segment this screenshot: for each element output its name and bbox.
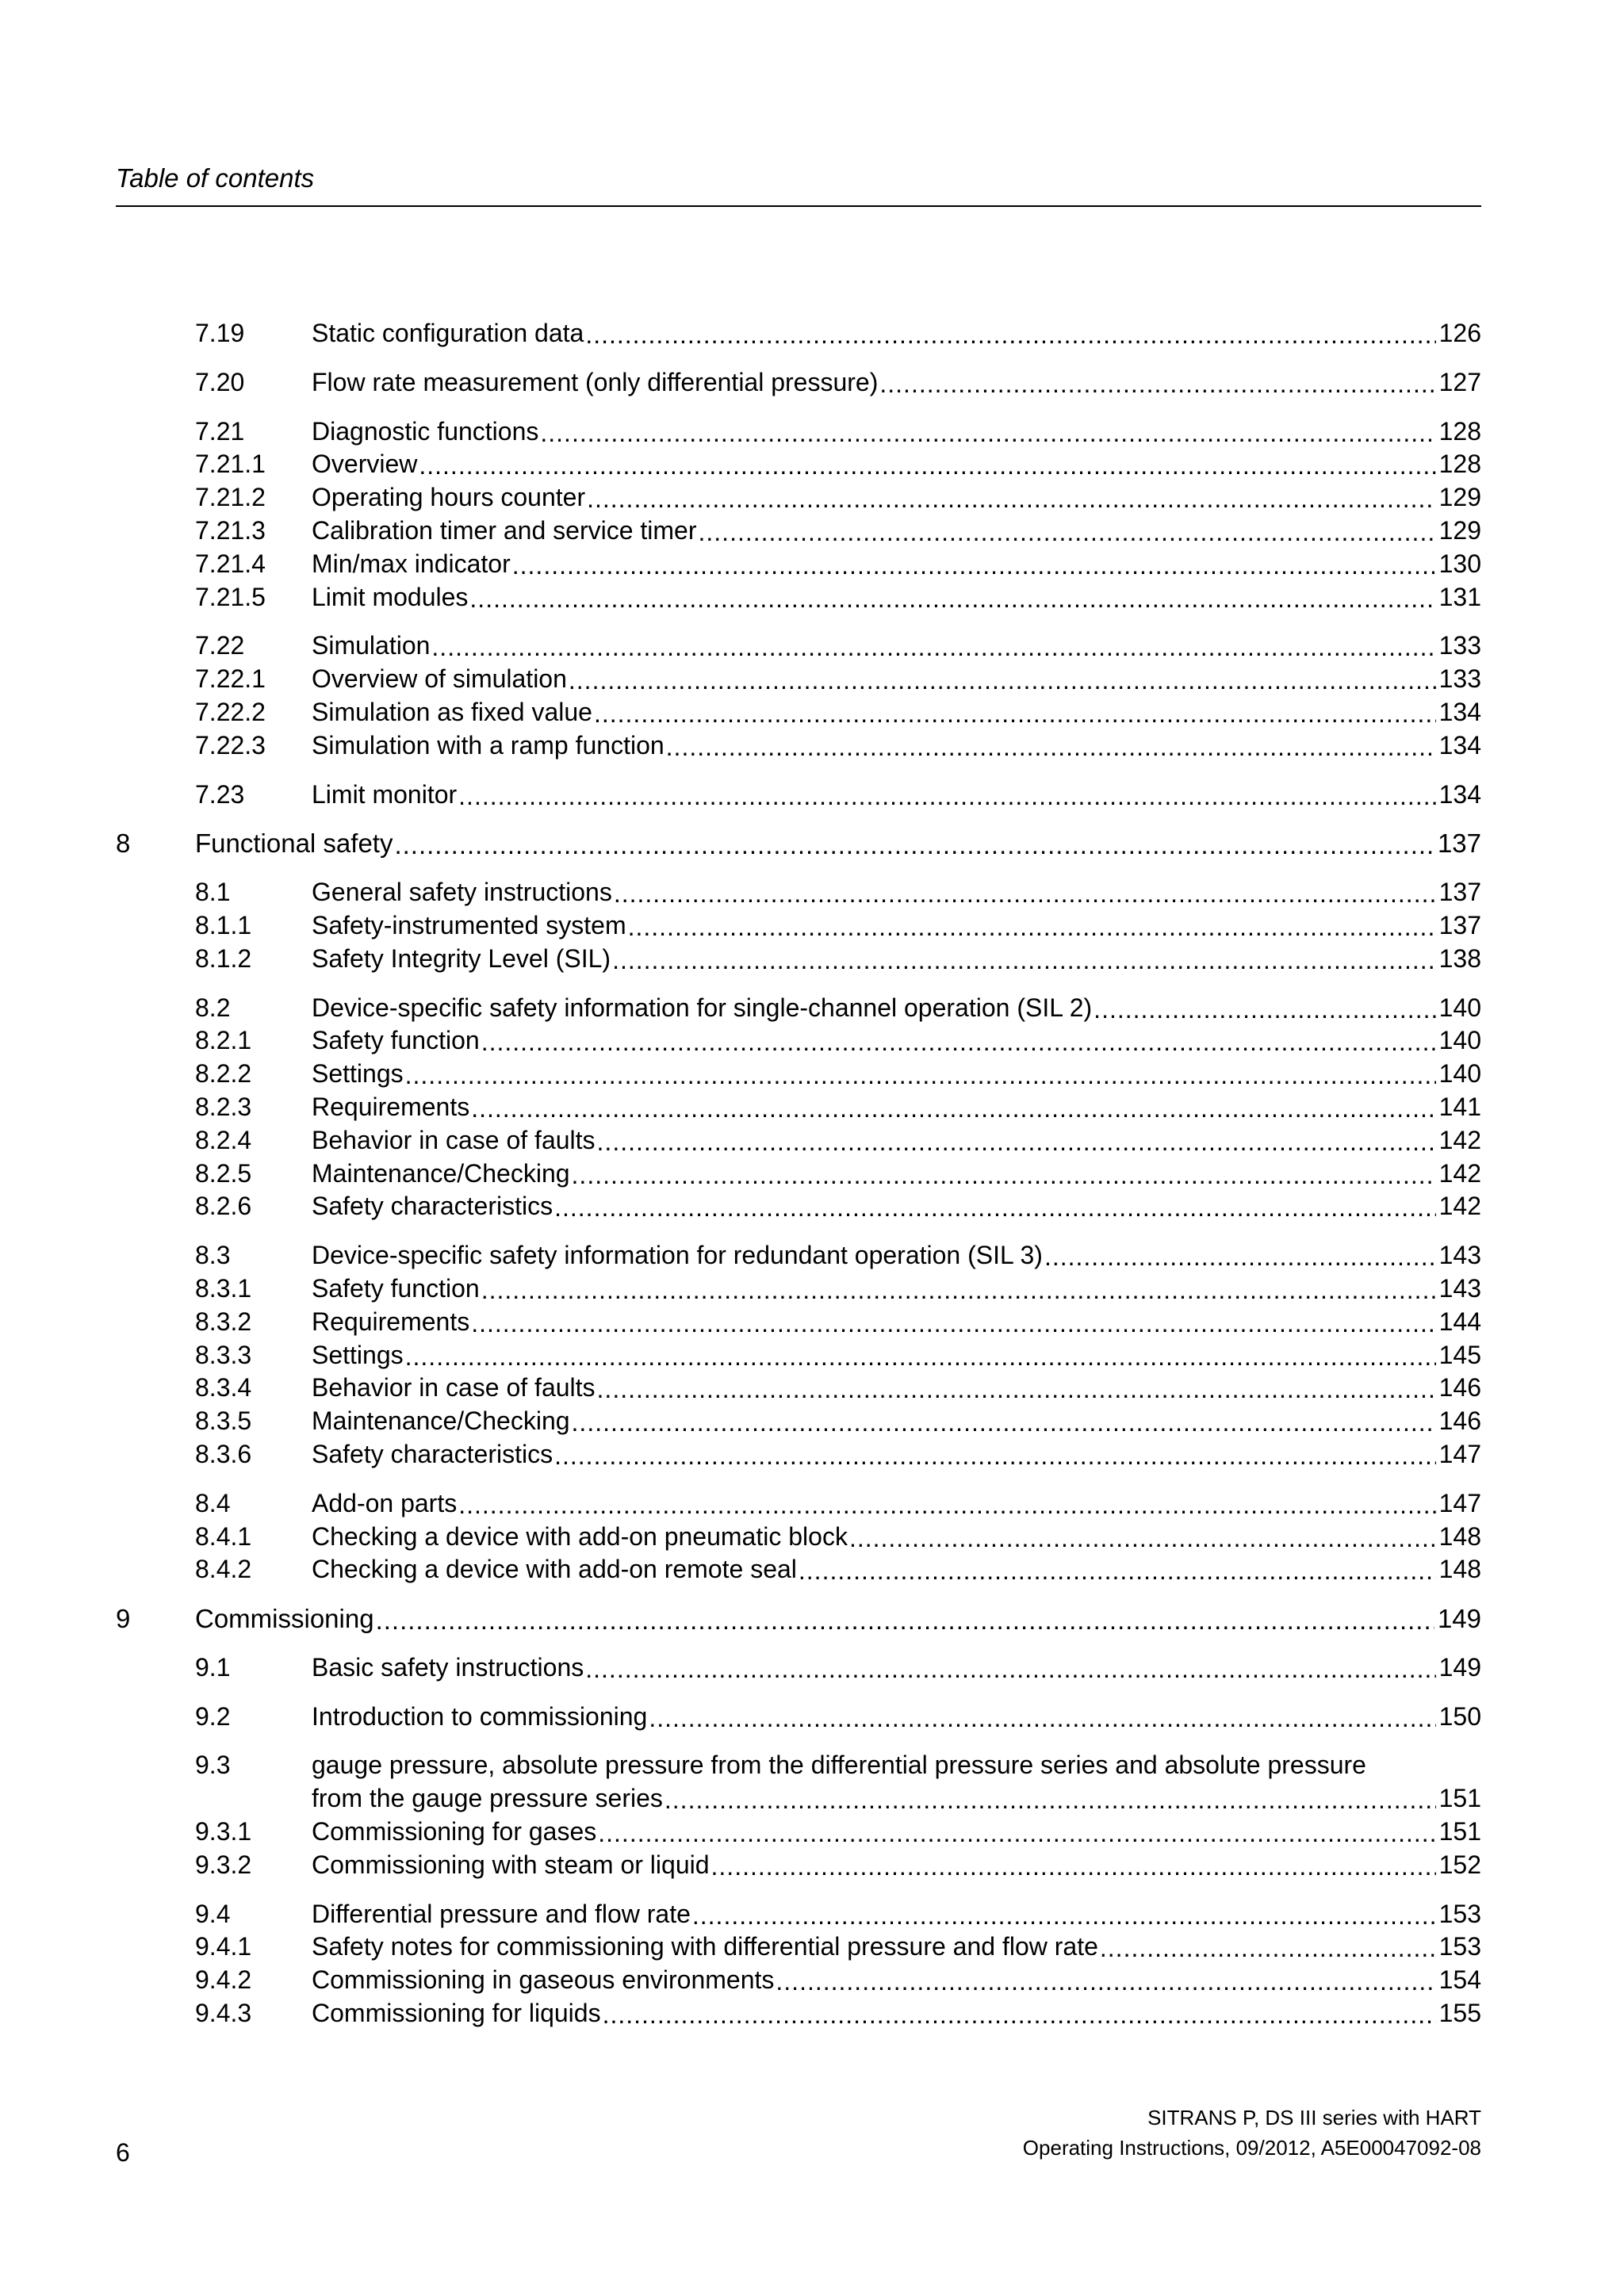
toc-entry-page: 146 [1436, 1372, 1481, 1405]
toc-entry-number: 7.21.2 [195, 483, 266, 512]
toc-entry-leader [312, 1124, 1481, 1158]
toc-entry[interactable] [116, 1024, 1481, 1058]
toc-entry-number: 8.3.5 [195, 1406, 252, 1436]
toc-chapter-entry[interactable] [116, 827, 1481, 860]
toc-entry-page: 133 [1436, 663, 1481, 696]
toc-entry-leader [312, 548, 1481, 581]
toc-entry-page: 146 [1436, 1405, 1481, 1438]
toc-entry-leader [312, 779, 1481, 812]
toc-entry-title: Operating hours counter ..... [312, 483, 587, 511]
footer-product: SITRANS P, DS III series with HART [1147, 2106, 1481, 2130]
toc-entry-leader [312, 317, 1481, 350]
toc-entry-leader [195, 1602, 1481, 1636]
toc-entry-number: 8.3.3 [195, 1340, 252, 1369]
toc-entry[interactable] [116, 1521, 1481, 1554]
toc-entry-number: 8.3 [195, 1241, 231, 1270]
footer-document: Operating Instructions, 09/2012, A5E00047092-08 [1022, 2136, 1481, 2160]
toc-entry-leader [312, 909, 1481, 943]
toc-entry-title: Requirements ..... [312, 1093, 471, 1121]
toc-entry-number: 9.4.2 [195, 1965, 252, 1995]
toc-entry-leader [312, 481, 1481, 515]
toc-entry[interactable] [116, 548, 1481, 581]
toc-entry[interactable] [116, 1997, 1481, 2030]
toc-entry-leader [312, 1521, 1481, 1554]
toc-entry-number: 8.2.4 [195, 1125, 252, 1154]
toc-entry-leader [312, 1190, 1481, 1223]
toc-entry[interactable] [116, 1898, 1481, 1931]
toc-entry-number: 8.3.4 [195, 1373, 252, 1402]
toc-entry-title: Commissioning for liquids ..... [312, 1999, 603, 2027]
toc-entry-number: 8.2.6 [195, 1192, 252, 1221]
toc-entry-number: 7.22 [195, 631, 245, 660]
toc-entry-page: 140 [1436, 1024, 1481, 1058]
toc-entry-leader [312, 366, 1481, 400]
toc-entry[interactable] [116, 1487, 1481, 1521]
toc-entry-number: 7.19 [195, 319, 245, 347]
toc-entry-page: 137 [1436, 909, 1481, 943]
toc-entry-leader [312, 629, 1481, 663]
toc-entry-leader [312, 696, 1481, 729]
toc-entry-number: 9.4 [195, 1899, 231, 1928]
toc-entry-title-line1: gauge pressure, absolute pressure from the differential pressure series and absolute pressure [312, 1751, 1366, 1780]
toc-entry[interactable] [116, 366, 1481, 400]
toc-entry-page: 151 [1436, 1816, 1481, 1849]
toc-entry-page: 130 [1436, 548, 1481, 581]
toc-entry-title: Overview of simulation ..... [312, 664, 569, 693]
toc-entry-title: Safety Integrity Level (SIL) ..... [312, 944, 612, 973]
toc-entry-title: Differential pressure and flow rate ..... [312, 1900, 692, 1928]
toc-entry-page: 147 [1436, 1487, 1481, 1521]
toc-entry-leader [312, 1553, 1481, 1586]
toc-entry-leader [312, 1816, 1481, 1849]
toc-entry[interactable] [116, 317, 1481, 350]
toc-entry-title: Simulation as fixed value ..... [312, 698, 594, 726]
toc-entry[interactable] [116, 1964, 1481, 1997]
toc-entry-title: Calibration timer and service timer ..... [312, 516, 699, 545]
toc-entry[interactable] [116, 581, 1481, 614]
toc-entry-page: 149 [1436, 1651, 1481, 1685]
toc-entry-number: 8.3.1 [195, 1273, 252, 1303]
toc-entry-page: 152 [1436, 1849, 1481, 1882]
toc-entry[interactable] [116, 943, 1481, 976]
toc-entry-leader [312, 1158, 1481, 1191]
toc-entry-page: 154 [1436, 1964, 1481, 1997]
toc-entry-title: Maintenance/Checking ..... [312, 1159, 572, 1188]
toc-entry-title: Limit modules ..... [312, 583, 469, 611]
toc-entry[interactable] [116, 415, 1481, 449]
toc-entry-title: Add-on parts ..... [312, 1489, 458, 1517]
toc-entry-leader [312, 992, 1481, 1025]
toc-entry-title: Min/max indicator ..... [312, 549, 512, 578]
toc-entry-leader [312, 1024, 1481, 1058]
toc-entry-page: 137 [1434, 827, 1481, 860]
toc-entry-leader [195, 827, 1481, 860]
toc-entry-leader [312, 1931, 1481, 1964]
toc-entry[interactable] [116, 1306, 1481, 1339]
toc-entry-number: 8.2.1 [195, 1026, 252, 1055]
toc-entry-page: 142 [1436, 1124, 1481, 1158]
toc-entry-number: 9.1 [195, 1652, 231, 1682]
page-number: 6 [116, 2138, 130, 2167]
header-divider [116, 205, 1481, 207]
toc-entry-number: 8.4 [195, 1488, 231, 1517]
toc-entry[interactable] [116, 1272, 1481, 1306]
toc-entry-page: 142 [1436, 1158, 1481, 1191]
toc-entry-leader [312, 663, 1481, 696]
toc-entry-title: Simulation ..... [312, 631, 431, 660]
toc-entry-title: Checking a device with add-on remote seal ..... [312, 1555, 799, 1583]
toc-entry-leader [312, 1701, 1481, 1734]
toc-entry-page: 149 [1434, 1602, 1481, 1636]
toc-entry-leader [312, 1782, 1481, 1816]
toc-entry-page: 134 [1436, 779, 1481, 812]
toc-entry-number: 8.1 [195, 878, 231, 907]
toc-entry-leader [312, 515, 1481, 548]
toc-entry[interactable] [116, 1701, 1481, 1734]
toc-entry[interactable] [116, 876, 1481, 909]
toc-entry-number: 9 [116, 1604, 131, 1634]
toc-entry[interactable] [116, 1058, 1481, 1091]
toc-entry-leader [312, 1964, 1481, 1997]
toc-entry[interactable] [116, 1553, 1481, 1586]
toc-entry-page: 140 [1436, 992, 1481, 1025]
toc-entry[interactable] [116, 629, 1481, 663]
toc-entry-number: 8.1.2 [195, 943, 252, 973]
toc-chapter-entry[interactable] [116, 1602, 1481, 1636]
toc-entry[interactable] [116, 1438, 1481, 1471]
toc-entry[interactable] [116, 481, 1481, 515]
toc-entry-number: 8.3.6 [195, 1439, 252, 1468]
toc-entry-title: Limit monitor ..... [312, 780, 458, 809]
toc-entry-page: 129 [1436, 481, 1481, 515]
toc-entry[interactable] [116, 1816, 1481, 1849]
toc-entry-leader [312, 581, 1481, 614]
toc-entry-title: Settings ..... [312, 1341, 405, 1369]
toc-entry[interactable] [116, 1091, 1481, 1124]
toc-entry-leader [312, 1272, 1481, 1306]
toc-entry-leader [312, 943, 1481, 976]
toc-entry-page: 138 [1436, 943, 1481, 976]
toc-entry-title: Behavior in case of faults ..... [312, 1373, 597, 1402]
toc-entry-title: Diagnostic functions ..... [312, 417, 540, 446]
toc-entry-title: Simulation with a ramp function ..... [312, 731, 666, 760]
toc-entry-page: 142 [1436, 1190, 1481, 1223]
toc-entry-title: Device-specific safety information for single-channel operation (SIL 2) ..... [312, 993, 1094, 1022]
toc-entry[interactable] [116, 663, 1481, 696]
toc-entry-page: 141 [1436, 1091, 1481, 1124]
toc-entry[interactable] [116, 1339, 1481, 1372]
toc-entry-title: Flow rate measurement (only differential pressure) ..... [312, 368, 879, 396]
toc-entry-title: Settings ..... [312, 1059, 405, 1088]
toc-entry-title: Behavior in case of faults ..... [312, 1126, 597, 1154]
toc-entry[interactable] [116, 1190, 1481, 1223]
toc-entry[interactable] [116, 729, 1481, 763]
toc-entry-page: 134 [1436, 696, 1481, 729]
running-header: Table of contents [116, 163, 315, 193]
toc-entry-page: 128 [1436, 448, 1481, 481]
toc-entry-page: 155 [1436, 1997, 1481, 2030]
toc-entry-leader [312, 1372, 1481, 1405]
toc-entry-title: Safety function ..... [312, 1274, 481, 1303]
toc-entry-page: 143 [1436, 1239, 1481, 1272]
toc-entry-number: 8.2.2 [195, 1059, 252, 1089]
toc-entry-page: 148 [1436, 1521, 1481, 1554]
toc-entry-page: 137 [1436, 876, 1481, 909]
toc-entry-number: 7.21.3 [195, 515, 266, 545]
toc-entry-title: Introduction to commissioning ..... [312, 1702, 649, 1731]
toc-entry[interactable] [116, 1749, 1481, 1816]
toc-entry[interactable] [116, 1372, 1481, 1405]
toc-entry-leader [312, 1339, 1481, 1372]
toc-entry-leader [312, 1849, 1481, 1882]
toc-entry-title: Requirements ..... [312, 1307, 471, 1336]
toc-entry[interactable] [116, 515, 1481, 548]
toc-entry-leader [312, 876, 1481, 909]
toc-entry-page: 147 [1436, 1438, 1481, 1471]
toc-entry-title: General safety instructions ..... [312, 878, 614, 906]
toc-entry-leader [312, 1091, 1481, 1124]
toc-entry-number: 8 [116, 828, 131, 859]
toc-entry-title: Basic safety instructions ..... [312, 1653, 585, 1682]
toc-entry-leader [312, 729, 1481, 763]
toc-entry-number: 9.2 [195, 1701, 231, 1731]
toc-entry-number: 7.21.4 [195, 549, 266, 578]
toc-entry-title: Safety characteristics ..... [312, 1192, 554, 1220]
toc-entry-number: 7.22.1 [195, 664, 266, 694]
toc-entry-page: 151 [1436, 1782, 1481, 1816]
toc-entry-number: 9.3.2 [195, 1850, 252, 1879]
toc-entry-page: 153 [1436, 1898, 1481, 1931]
toc-entry-page: 133 [1436, 629, 1481, 663]
toc-entry-number: 7.21 [195, 416, 245, 446]
toc-entry-title: Safety characteristics ..... [312, 1440, 554, 1468]
toc-entry-leader [312, 1405, 1481, 1438]
toc-entry-leader [312, 1058, 1481, 1091]
toc-entry-page: 126 [1436, 317, 1481, 350]
toc-entry-number: 7.20 [195, 367, 245, 396]
toc-entry-number: 8.4.2 [195, 1555, 252, 1584]
toc-entry-number: 9.4.1 [195, 1932, 252, 1961]
toc-entry-leader [312, 1487, 1481, 1521]
toc-entry-page: 140 [1436, 1058, 1481, 1091]
toc-entry-page: 128 [1436, 415, 1481, 449]
toc-entry-leader [312, 1306, 1481, 1339]
toc-entry-title: Checking a device with add-on pneumatic block ..... [312, 1522, 849, 1551]
toc-entry-number: 7.22.2 [195, 697, 266, 726]
toc-entry-title: Static configuration data ..... [312, 319, 585, 347]
toc-entry-leader [312, 1651, 1481, 1685]
toc-entry-title: Device-specific safety information for redundant operation (SIL 3) ..... [312, 1241, 1044, 1269]
toc-entry-page: 153 [1436, 1931, 1481, 1964]
toc-entry-title: Commissioning in gaseous environments ..... [312, 1965, 776, 1994]
toc-entry-title: Functional safety ..... [195, 828, 394, 858]
toc-entry-number: 9.4.3 [195, 1999, 252, 2028]
toc-entry-title: Commissioning for gases ..... [312, 1817, 598, 1846]
toc-entry[interactable] [116, 1849, 1481, 1882]
toc-entry-number: 7.21.1 [195, 450, 266, 479]
toc-entry-title: Safety-instrumented system ..... [312, 911, 628, 939]
toc-entry-page: 148 [1436, 1553, 1481, 1586]
toc-entry-page: 144 [1436, 1306, 1481, 1339]
toc-entry[interactable] [116, 1651, 1481, 1685]
toc-entry-number: 8.1.1 [195, 910, 252, 939]
toc-entry-title: Safety notes for commissioning with differential pressure and flow rate ..... [312, 1932, 1100, 1961]
toc-entry-title: Commissioning ..... [195, 1604, 376, 1633]
toc-entry-leader [312, 1898, 1481, 1931]
toc-entry[interactable] [116, 696, 1481, 729]
toc-entry-page: 134 [1436, 729, 1481, 763]
toc-entry-number: 9.3.1 [195, 1817, 252, 1846]
toc-entry[interactable] [116, 1405, 1481, 1438]
toc-entry-leader [312, 448, 1481, 481]
toc-entry-title: from the gauge pressure series ..... [312, 1784, 665, 1812]
toc-entry-title: Maintenance/Checking ..... [312, 1406, 572, 1435]
toc-entry-page: 143 [1436, 1272, 1481, 1306]
toc-entry-page: 131 [1436, 581, 1481, 614]
toc-entry-page: 150 [1436, 1701, 1481, 1734]
toc-entry-title: Commissioning with steam or liquid ..... [312, 1850, 711, 1879]
toc-entry[interactable] [116, 909, 1481, 943]
toc-entry-number: 9.3 [195, 1751, 231, 1780]
toc-entry[interactable] [116, 1931, 1481, 1964]
footer-info [1023, 2103, 1481, 2163]
toc-entry[interactable] [116, 779, 1481, 812]
toc-entry-number: 7.21.5 [195, 582, 266, 611]
toc-entry[interactable] [116, 1239, 1481, 1272]
toc-entry[interactable] [116, 1158, 1481, 1191]
toc-entry[interactable] [116, 1124, 1481, 1158]
table-of-contents [116, 317, 1481, 2030]
toc-entry-leader [312, 415, 1481, 449]
toc-entry-page: 129 [1436, 515, 1481, 548]
toc-entry-number: 7.23 [195, 779, 245, 809]
toc-entry-leader [312, 1997, 1481, 2030]
toc-entry-number: 8.3.2 [195, 1307, 252, 1336]
toc-entry-number: 8.2.3 [195, 1092, 252, 1121]
toc-entry-number: 8.2 [195, 993, 231, 1022]
toc-entry[interactable] [116, 448, 1481, 481]
toc-entry-leader [312, 1438, 1481, 1471]
toc-entry-number: 8.4.1 [195, 1521, 252, 1551]
toc-entry-number: 7.22.3 [195, 730, 266, 760]
toc-entry-title: Safety function ..... [312, 1026, 481, 1054]
toc-entry-page: 145 [1436, 1339, 1481, 1372]
toc-entry-title: Overview ..... [312, 450, 419, 478]
toc-entry-page: 127 [1436, 366, 1481, 400]
toc-entry-number: 8.2.5 [195, 1158, 252, 1188]
toc-entry[interactable] [116, 992, 1481, 1025]
toc-entry-leader [312, 1239, 1481, 1272]
